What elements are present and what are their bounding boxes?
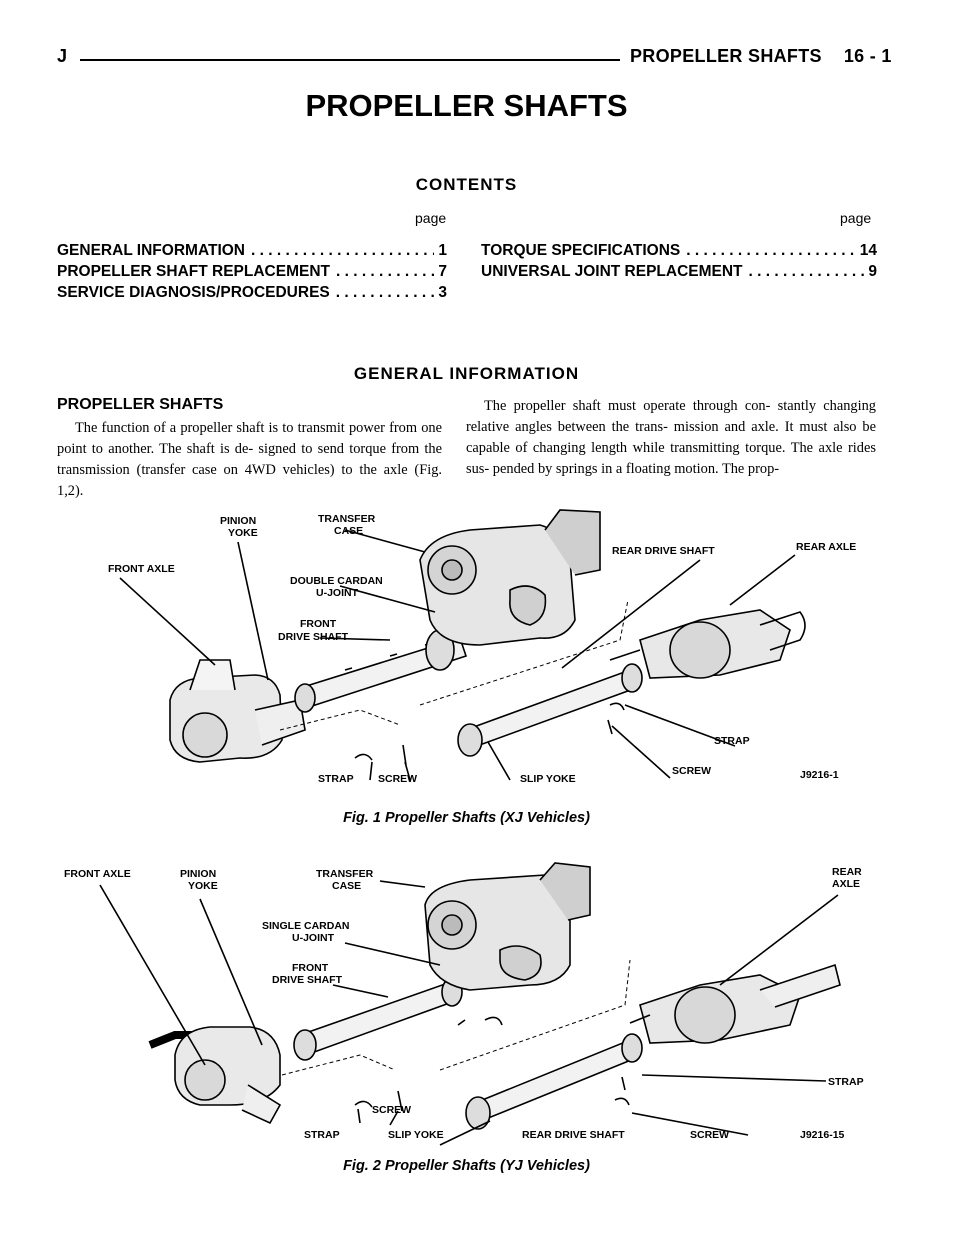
- figure-1-illustration: [0, 500, 960, 810]
- label-yoke: YOKE: [188, 880, 218, 892]
- header-title: [630, 46, 892, 67]
- toc-leader: [743, 261, 865, 282]
- label-rear-axle: REAR AXLE: [796, 541, 857, 553]
- label-strap-left: STRAP: [318, 773, 354, 785]
- label-front-axle: FRONT AXLE: [64, 868, 131, 880]
- label-case: CASE: [332, 880, 362, 892]
- label-front: FRONT: [292, 962, 329, 974]
- body-paragraph-1: The function of a propeller shaft is to transmit power from one point to another. The shaft is de- signed to send torque from the transmission (transfer case on 4WD vehicles) to the axle (Fig. 1,2).: [57, 420, 442, 499]
- toc-page: 3: [438, 284, 447, 301]
- toc-page: 7: [438, 263, 447, 280]
- toc-page: 14: [859, 242, 877, 259]
- label-u-joint: U-JOINT: [316, 587, 358, 599]
- subsection-heading: PROPELLER SHAFTS: [57, 396, 224, 413]
- label-case: CASE: [334, 525, 364, 537]
- label-figure-code: J9216-15: [800, 1129, 845, 1141]
- label-screw-right: SCREW: [672, 765, 712, 777]
- toc-page: 1: [438, 242, 447, 259]
- label-slip-yoke: SLIP YOKE: [520, 773, 576, 785]
- toc-entry-general-information[interactable]: [57, 240, 447, 261]
- toc-label: UNIVERSAL JOINT REPLACEMENT: [481, 263, 743, 280]
- page-title: PROPELLER SHAFTS: [305, 88, 628, 123]
- body-paragraph-2: The propeller shaft must operate through con- stantly changing relative angles between the trans- mission and axle. It must also be capable of changing length while transmitting torque. The axle rides sus- pended by springs in a floating motion. The prop-: [466, 398, 876, 477]
- toc-leader: [680, 240, 856, 261]
- toc-entry-propeller-shaft-replacement[interactable]: [57, 261, 447, 282]
- figure-2-caption: Fig. 2 Propeller Shafts (YJ Vehicles): [343, 1158, 590, 1174]
- label-strap-left: STRAP: [304, 1129, 340, 1141]
- contents-heading: CONTENTS: [415, 175, 518, 194]
- label-u-joint: U-JOINT: [292, 932, 334, 944]
- label-rear-drive-shaft: REAR DRIVE SHAFT: [522, 1129, 625, 1141]
- figure-1-caption: Fig. 1 Propeller Shafts (XJ Vehicles): [343, 810, 590, 826]
- label-strap-right: STRAP: [828, 1076, 864, 1088]
- figure-2-illustration: [0, 855, 960, 1155]
- toc-page: 9: [868, 263, 877, 280]
- page-label-left: page: [415, 210, 447, 226]
- label-drive-shaft: DRIVE SHAFT: [272, 974, 343, 986]
- label-screw-right: SCREW: [690, 1129, 730, 1141]
- toc-label: GENERAL INFORMATION: [57, 242, 246, 259]
- toc-entry-universal-joint-replacement[interactable]: [481, 261, 877, 282]
- toc-label: SERVICE DIAGNOSIS/PROCEDURES: [57, 284, 330, 301]
- label-yoke: YOKE: [228, 527, 258, 539]
- toc-leader: [330, 261, 434, 282]
- label-transfer: TRANSFER: [318, 513, 376, 525]
- label-front: FRONT: [300, 618, 337, 630]
- label-screw-mid: SCREW: [372, 1104, 412, 1116]
- toc-label: TORQUE SPECIFICATIONS: [481, 242, 681, 259]
- label-pinion: PINION: [220, 515, 257, 527]
- toc-leader: [330, 282, 435, 303]
- toc-entry-service-diagnosis[interactable]: [57, 282, 447, 303]
- label-rear: REAR: [832, 866, 862, 878]
- label-screw-left: SCREW: [378, 773, 418, 785]
- label-drive-shaft: DRIVE SHAFT: [278, 631, 349, 643]
- section-heading: GENERAL INFORMATION: [353, 364, 580, 383]
- label-axle: AXLE: [832, 878, 861, 890]
- header-section-letter: J: [57, 46, 68, 66]
- label-rear-drive-shaft: REAR DRIVE SHAFT: [612, 545, 715, 557]
- label-double-cardan: DOUBLE CARDAN: [290, 575, 383, 587]
- label-single-cardan: SINGLE CARDAN: [262, 920, 350, 932]
- header-section-name: PROPELLER SHAFTS: [630, 46, 822, 66]
- toc-entry-torque-specifications[interactable]: [481, 240, 877, 261]
- label-pinion: PINION: [180, 868, 217, 880]
- toc-label: PROPELLER SHAFT REPLACEMENT: [57, 263, 330, 280]
- page-label-right: page: [840, 210, 872, 226]
- label-transfer: TRANSFER: [316, 868, 374, 880]
- header-page-number: 16 - 1: [843, 46, 892, 66]
- label-front-axle: FRONT AXLE: [108, 563, 175, 575]
- toc-leader: [245, 240, 434, 261]
- label-slip-yoke: SLIP YOKE: [388, 1129, 444, 1141]
- header-rule: [80, 59, 620, 61]
- label-strap-right: STRAP: [714, 735, 750, 747]
- label-figure-code: J9216-1: [800, 769, 839, 781]
